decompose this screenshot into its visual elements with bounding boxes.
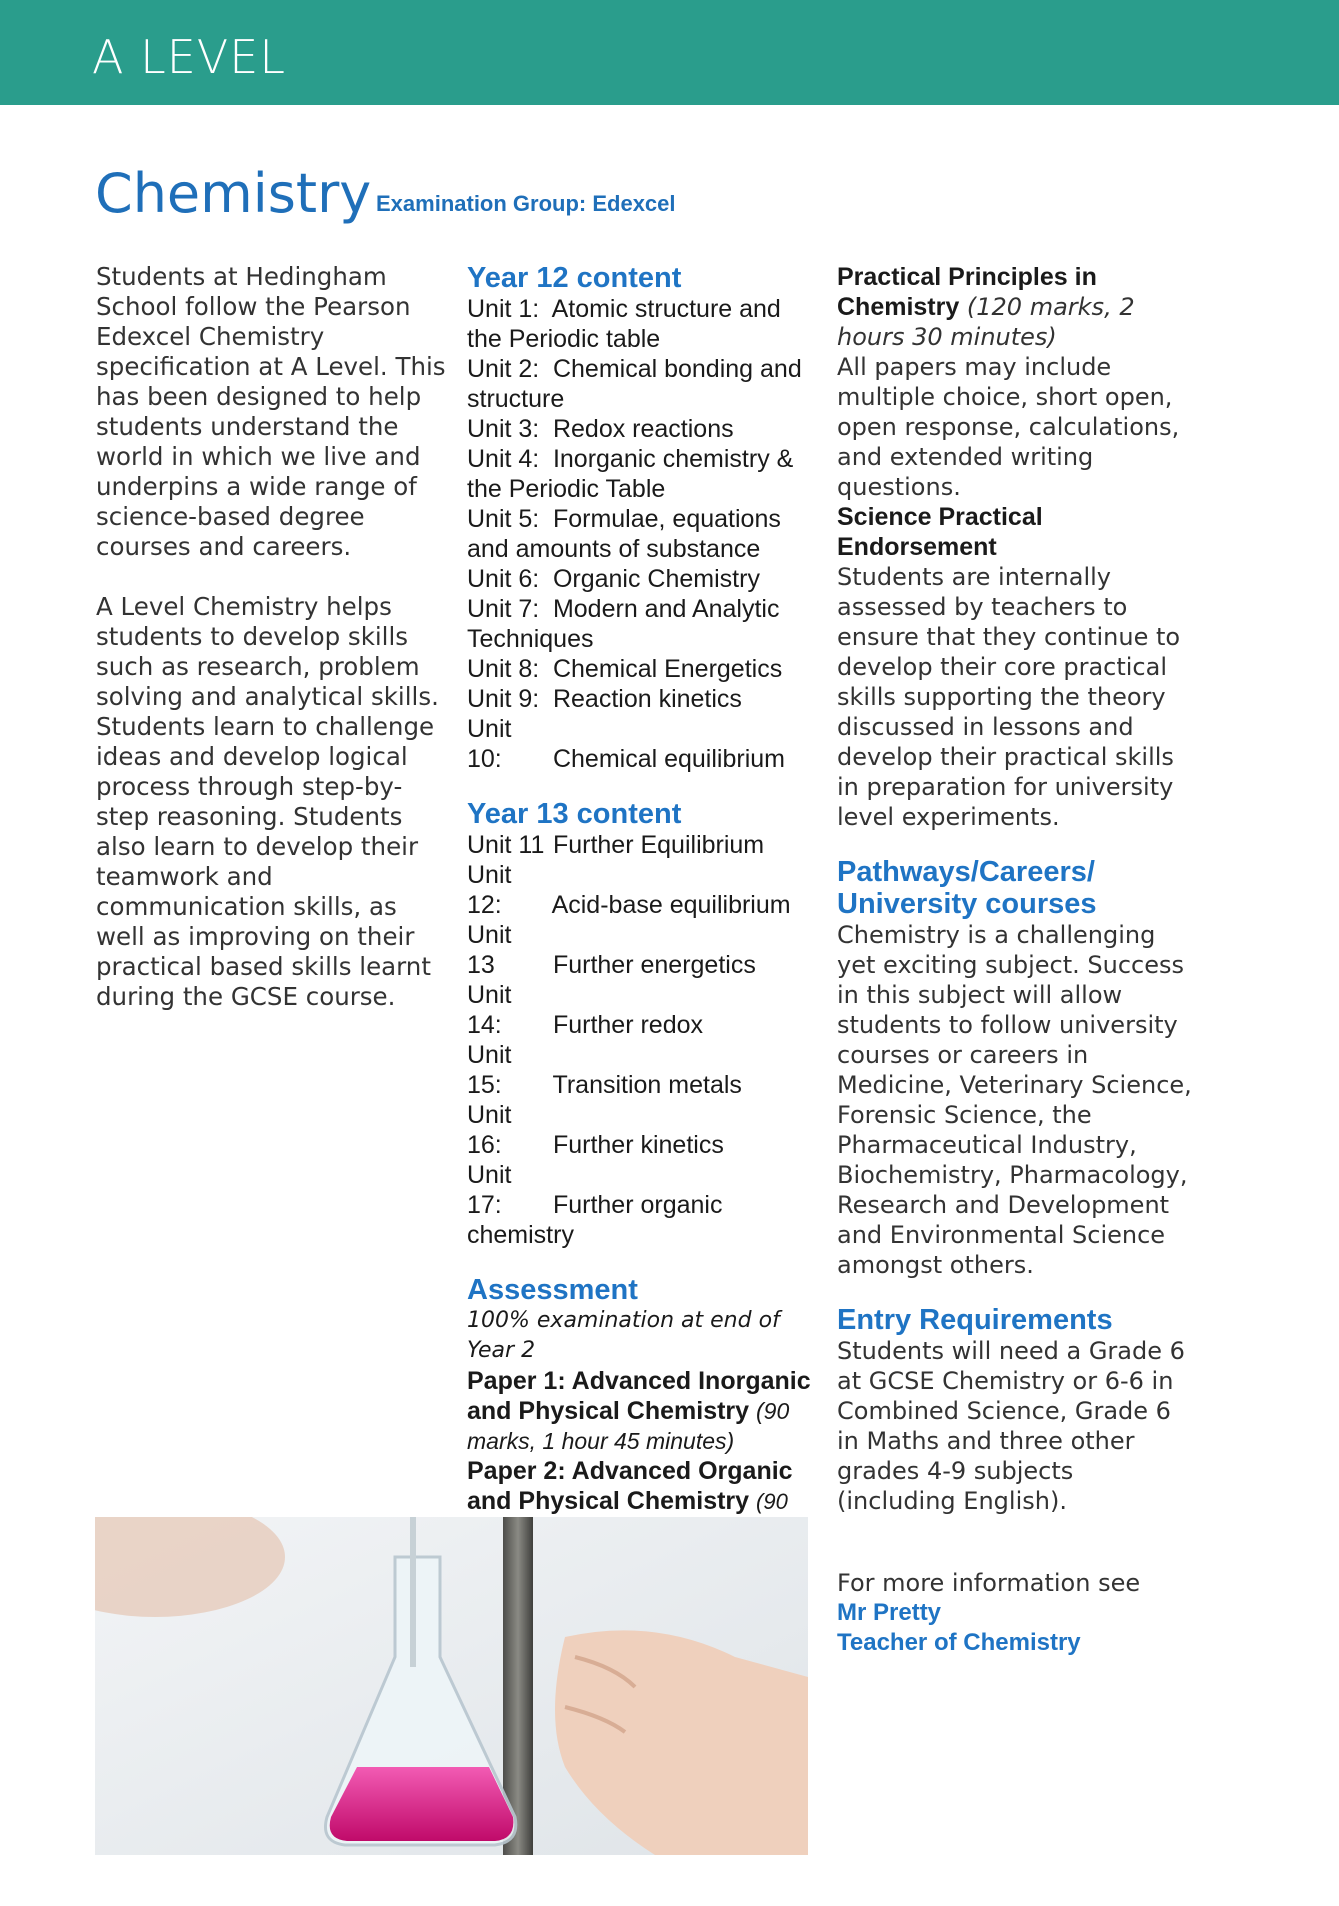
paper-2-title: Paper 2: Advanced Organic and Physical Chemistry xyxy=(467,1457,793,1515)
year12-unit-list xyxy=(467,294,822,774)
unit-title: Chemical equilibrium xyxy=(552,745,785,773)
unit-label: Unit 10: xyxy=(467,715,512,773)
lab-flask-photo xyxy=(95,1517,808,1855)
unit-label: Unit 12: xyxy=(467,861,512,919)
unit-item xyxy=(467,294,822,354)
unit-title: Chemical Energetics xyxy=(552,655,783,683)
paper-3-title-continued: Practical Principles in Chemistry xyxy=(837,263,1097,321)
unit-label: Unit 11 xyxy=(467,831,545,859)
unit-title: Inorganic chemistry & the Periodic Table xyxy=(467,445,794,503)
unit-title: Further organic chemistry xyxy=(467,1191,723,1249)
unit-item xyxy=(467,444,822,504)
entry-heading: Entry Requirements xyxy=(837,1304,1113,1336)
unit-item xyxy=(467,594,822,654)
unit-label: Unit 15: xyxy=(467,1041,512,1099)
unit-label: Unit 17: xyxy=(467,1161,512,1219)
unit-title: Reaction kinetics xyxy=(552,685,742,713)
banner xyxy=(0,0,1339,105)
paper-1-detail: (90 marks, 1 hour 45 minutes) xyxy=(467,1398,790,1454)
spe-heading: Science Practical Endorsement xyxy=(837,503,1043,561)
unit-item xyxy=(467,354,822,414)
pink-liquid xyxy=(330,1767,514,1841)
unit-item xyxy=(467,860,822,920)
unit-title: Atomic structure and the Periodic table xyxy=(467,295,781,353)
unit-label: Unit 2: xyxy=(467,355,540,383)
contact-name: Mr Pretty xyxy=(837,1599,942,1626)
unit-title: Formulae, equations and amounts of substance xyxy=(467,505,781,563)
unit-label: Unit 14: xyxy=(467,981,512,1039)
unit-label: Unit 3: xyxy=(467,415,540,443)
unit-label: Unit 7: xyxy=(467,595,540,623)
unit-label: Unit 8: xyxy=(467,655,540,683)
unit-label: Unit 9: xyxy=(467,685,540,713)
unit-title: Acid-base equilibrium xyxy=(551,891,791,919)
unit-item xyxy=(467,654,822,684)
unit-item xyxy=(467,920,822,980)
unit-item xyxy=(467,980,822,1040)
unit-label: Unit 5: xyxy=(467,505,540,533)
unit-title: Organic Chemistry xyxy=(552,565,760,593)
assessment-heading: Assessment xyxy=(467,1274,638,1306)
unit-title: Chemical bonding and structure xyxy=(467,355,802,413)
unit-item xyxy=(467,1100,822,1160)
unit-title: Redox reactions xyxy=(552,415,734,443)
page-title: Chemistry xyxy=(95,162,372,225)
intro-paragraph-2: A Level Chemistry helps students to develop skills such as research, problem solving and analytical skills. Students learn to challenge ideas and develop logical process through step-by-step reasoning. Students also learn to develop their teamwork and communication skills, as well as improving on their practical based skills learnt during the GCSE course. xyxy=(96,592,439,1011)
unit-title: Transition metals xyxy=(552,1071,742,1099)
paper-2-detail: (90 xyxy=(756,1489,788,1514)
unit-label: Unit 6: xyxy=(467,565,540,593)
paper-1 xyxy=(467,1366,822,1456)
unit-item xyxy=(467,1040,822,1100)
assessment-note: 100% examination at end of Year 2 xyxy=(467,1308,780,1363)
pathways-text: Chemistry is a challenging yet exciting subject. Success in this subject will allow students to follow university courses or careers in Medicine, Veterinary Science, Forensic Science, the Pharmaceutical Industry, Biochemistry, Pharmacology, Research and Development and Environmental Science amongst others. xyxy=(837,921,1192,1279)
content-column xyxy=(467,262,822,1578)
contact-intro: For more information see xyxy=(837,1569,1141,1597)
year12-heading: Year 12 content xyxy=(467,262,682,294)
paper-3-continued xyxy=(837,262,1197,352)
pathways-heading: Pathways/Careers/ University courses xyxy=(837,856,1097,920)
banner-title: A LEVEL xyxy=(92,30,286,84)
unit-item xyxy=(467,1160,822,1250)
entry-text: Students will need a Grade 6 at GCSE Chemistry or 6-6 in Combined Science, Grade 6 in Maths and three other grades 4-9 subjects (including English). xyxy=(837,1337,1185,1515)
unit-title: Further Equilibrium xyxy=(552,831,765,859)
intro-column xyxy=(96,262,448,1042)
intro-paragraph-1: Students at Hedingham School follow the Pearson Edexcel Chemistry specification at A Level. This has been designed to help students understand the world in which we live and underpins a wide range of science-based degree courses and careers. xyxy=(96,262,446,561)
unit-title: Further energetics xyxy=(552,951,756,979)
unit-item xyxy=(467,684,822,714)
unit-item xyxy=(467,414,822,444)
paper-3-detail: (120 marks, 2 hours 30 minutes) xyxy=(837,293,1135,351)
unit-label: Unit 13 xyxy=(467,921,512,979)
flask-illustration xyxy=(95,1517,808,1855)
unit-title: Further redox xyxy=(552,1011,704,1039)
unit-label: Unit 4: xyxy=(467,445,540,473)
unit-label: Unit 1: xyxy=(467,295,540,323)
spe-text: Students are internally assessed by teachers to ensure that they continue to develop their core practical skills supporting the theory discussed in lessons and develop their practical skills in preparation for university level experiments. xyxy=(837,563,1181,831)
unit-label: Unit 16: xyxy=(467,1101,512,1159)
unit-title: Further kinetics xyxy=(552,1131,724,1159)
unit-item xyxy=(467,714,822,774)
unit-item xyxy=(467,830,822,860)
unit-title: Modern and Analytic Techniques xyxy=(467,595,780,653)
right-column xyxy=(837,262,1197,1658)
papers-note: All papers may include multiple choice, short open, open response, calculations, and extended writing questions. xyxy=(837,353,1180,501)
year13-heading: Year 13 content xyxy=(467,798,682,830)
contact-role: Teacher of Chemistry xyxy=(837,1629,1081,1656)
year13-unit-list xyxy=(467,830,822,1250)
paper-1-title: Paper 1: Advanced Inorganic and Physical Chemistry xyxy=(467,1367,811,1425)
unit-item xyxy=(467,564,822,594)
exam-group: Examination Group: Edexcel xyxy=(376,191,676,216)
unit-item xyxy=(467,504,822,564)
